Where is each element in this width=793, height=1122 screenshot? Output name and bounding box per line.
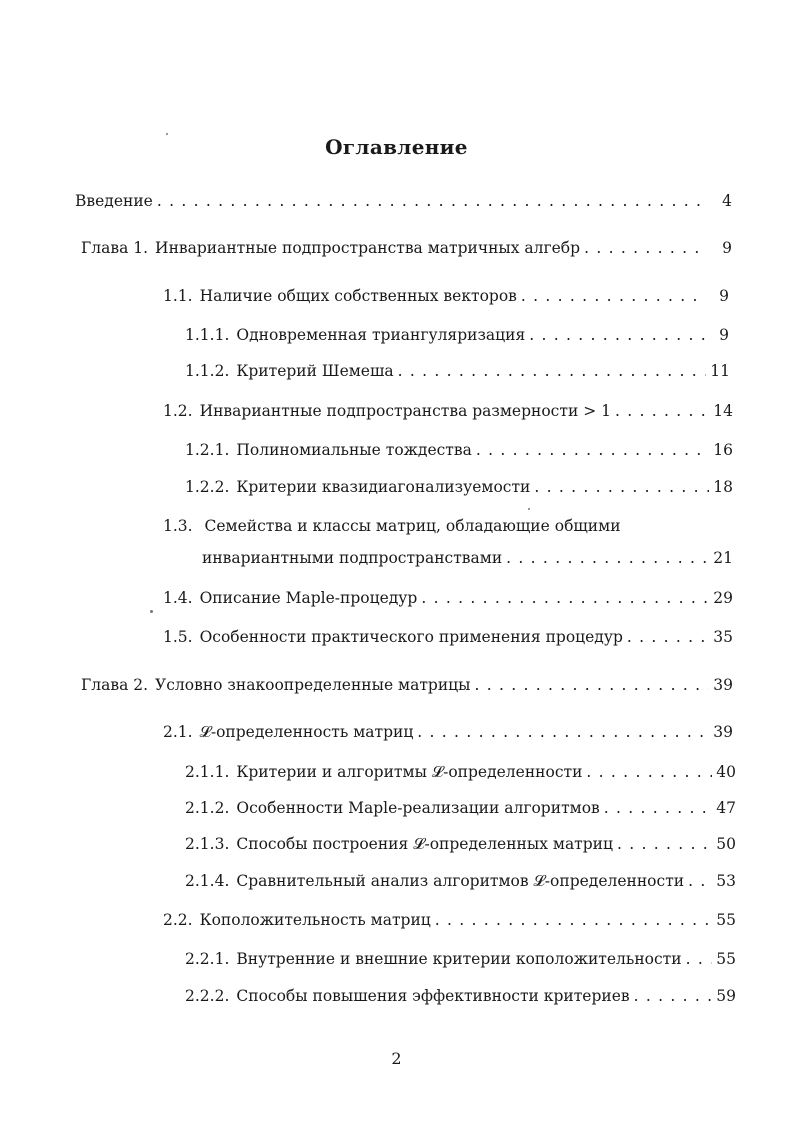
toc-entry-page: 4: [722, 192, 732, 210]
toc-entry-section-1-2[interactable]: [163, 401, 733, 421]
toc-entry-label: Критерий Шемеша: [236, 362, 394, 380]
toc-entry-label-line1: Семейства и классы матриц, обладающие общими: [204, 517, 621, 535]
toc-entry-subsection-1-2-1[interactable]: [185, 440, 733, 460]
toc-entry-chapter-1[interactable]: [81, 238, 732, 258]
toc-entry-page: 35: [713, 628, 733, 646]
scan-speck: [528, 508, 530, 510]
dot-leader: [417, 722, 709, 742]
dot-leader: [688, 871, 712, 891]
toc-entry-introduction[interactable]: [75, 191, 732, 211]
dot-leader: [686, 949, 712, 969]
toc-entry-label: Способы повышения эффективности критериев: [236, 987, 630, 1005]
toc-entry-page: 39: [713, 676, 733, 694]
page-title: Оглавление: [325, 135, 468, 159]
toc-entry-page: 11: [710, 362, 730, 380]
toc-entry-label: Особенности Maple-реализации алгоритмов: [236, 799, 600, 817]
toc-entry-page: 9: [719, 287, 729, 305]
toc-entry-page: 29: [713, 589, 733, 607]
toc-entry-number: 1.1.2.: [185, 362, 230, 380]
dot-leader: [521, 286, 705, 306]
toc-entry-subsection-2-1-3[interactable]: [185, 834, 736, 854]
toc-entry-label: Критерии и алгоритмы 𝓛-определенности: [236, 763, 583, 781]
toc-entry-page: 39: [713, 723, 733, 741]
scan-speck: [166, 133, 168, 135]
page-number: 2: [391, 1049, 402, 1068]
dot-leader: [534, 477, 709, 497]
toc-entry-page: 55: [716, 950, 736, 968]
toc-entry-section-2-2[interactable]: [163, 910, 736, 930]
toc-entry-page: 9: [719, 326, 729, 344]
toc-entry-section-1-4[interactable]: [163, 588, 733, 608]
toc-entry-number: 1.2.1.: [185, 441, 230, 459]
toc-entry-label: Наличие общих собственных векторов: [199, 287, 517, 305]
toc-entry-subsection-2-2-2[interactable]: [185, 986, 736, 1006]
toc-entry-section-1-3[interactable]: [202, 548, 733, 568]
toc-entry-page: 9: [722, 239, 732, 257]
toc-entry-number: 2.1.2.: [185, 799, 230, 817]
toc-entry-number: 1.2.2.: [185, 478, 230, 496]
toc-entry-number: 2.2.: [163, 911, 193, 929]
toc-entry-label: Внутренние и внешние критерии коположительности: [236, 950, 682, 968]
toc-entry-label: Инвариантные подпространства матричных алгебр: [155, 239, 581, 257]
toc-entry-subsection-1-1-1[interactable]: [185, 325, 729, 345]
toc-entry-label: инвариантными подпространствами: [202, 549, 503, 567]
toc-entry-subsection-2-1-1[interactable]: [185, 762, 736, 782]
toc-entry-page: 59: [716, 987, 736, 1005]
dot-leader: [627, 627, 709, 647]
toc-entry-label: Введение: [75, 192, 153, 210]
toc-entry-number: 1.3.: [163, 517, 193, 535]
toc-entry-subsection-2-1-4[interactable]: [185, 871, 736, 891]
dot-leader: [476, 440, 709, 460]
toc-entry-number: 2.2.1.: [185, 950, 230, 968]
toc-entry-number: 1.2.: [163, 402, 193, 420]
toc-entry-chapter-2[interactable]: [81, 675, 733, 695]
toc-entry-subsection-1-2-2[interactable]: [185, 477, 733, 497]
toc-entry-label: 𝓛-определенность матриц: [199, 723, 414, 741]
toc-entry-number: 1.1.: [163, 287, 193, 305]
toc-entry-number: 1.4.: [163, 589, 193, 607]
toc-entry-number: 2.1.4.: [185, 872, 230, 890]
toc-entry-page: 18: [713, 478, 733, 496]
dot-leader: [584, 238, 708, 258]
toc-entry-label: Критерии квазидиагонализуемости: [236, 478, 531, 496]
toc-entry-section-1-1[interactable]: [163, 286, 729, 306]
dot-leader: [506, 548, 709, 568]
toc-entry-subsection-2-1-2[interactable]: [185, 798, 736, 818]
toc-entry-number: Глава 1.: [81, 239, 149, 257]
scan-speck: [150, 610, 153, 613]
toc-entry-subsection-1-1-2[interactable]: [185, 361, 730, 381]
dot-leader: [586, 762, 712, 782]
toc-entry-label: Особенности практического применения процедур: [199, 628, 623, 646]
toc-entry-page: 16: [713, 441, 733, 459]
dot-leader: [157, 191, 708, 211]
toc-entry-subsection-2-2-1[interactable]: [185, 949, 736, 969]
toc-entry-label: Одновременная триангуляризация: [236, 326, 526, 344]
toc-entry-section-1-3-first-line[interactable]: [163, 516, 621, 536]
toc-entry-page: 47: [716, 799, 736, 817]
toc-entry-section-1-5[interactable]: [163, 627, 733, 647]
dot-leader: [604, 798, 712, 818]
toc-entry-page: 55: [716, 911, 736, 929]
toc-entry-number: 2.1.: [163, 723, 193, 741]
dot-leader: [615, 401, 709, 421]
toc-entry-page: 21: [713, 549, 733, 567]
toc-entry-label: Полиномиальные тождества: [236, 441, 472, 459]
toc-entry-label: Описание Maple-процедур: [199, 589, 418, 607]
toc-entry-label: Способы построения 𝓛-определенных матриц: [236, 835, 613, 853]
dot-leader: [398, 361, 706, 381]
toc-entry-section-2-1[interactable]: [163, 722, 733, 742]
toc-entry-number: Глава 2.: [81, 676, 149, 694]
dot-leader: [435, 910, 712, 930]
toc-entry-page: 14: [713, 402, 733, 420]
toc-entry-number: 2.1.1.: [185, 763, 230, 781]
toc-entry-number: 1.5.: [163, 628, 193, 646]
dot-leader: [529, 325, 705, 345]
toc-entry-page: 50: [716, 835, 736, 853]
dot-leader: [617, 834, 712, 854]
toc-entry-page: 53: [716, 872, 736, 890]
toc-entry-label: Условно знакоопределенные матрицы: [155, 676, 471, 694]
toc-entry-label: Сравнительный анализ алгоритмов 𝓛-определенности: [236, 872, 685, 890]
dot-leader: [475, 675, 710, 695]
toc-entry-number: 2.2.2.: [185, 987, 230, 1005]
dot-leader: [634, 986, 712, 1006]
toc-entry-page: 40: [716, 763, 736, 781]
toc-entry-label: Коположительность матриц: [199, 911, 431, 929]
dot-leader: [421, 588, 709, 608]
toc-entry-number: 1.1.1.: [185, 326, 230, 344]
toc-entry-number: 2.1.3.: [185, 835, 230, 853]
toc-entry-label: Инвариантные подпространства размерности > 1: [199, 402, 611, 420]
